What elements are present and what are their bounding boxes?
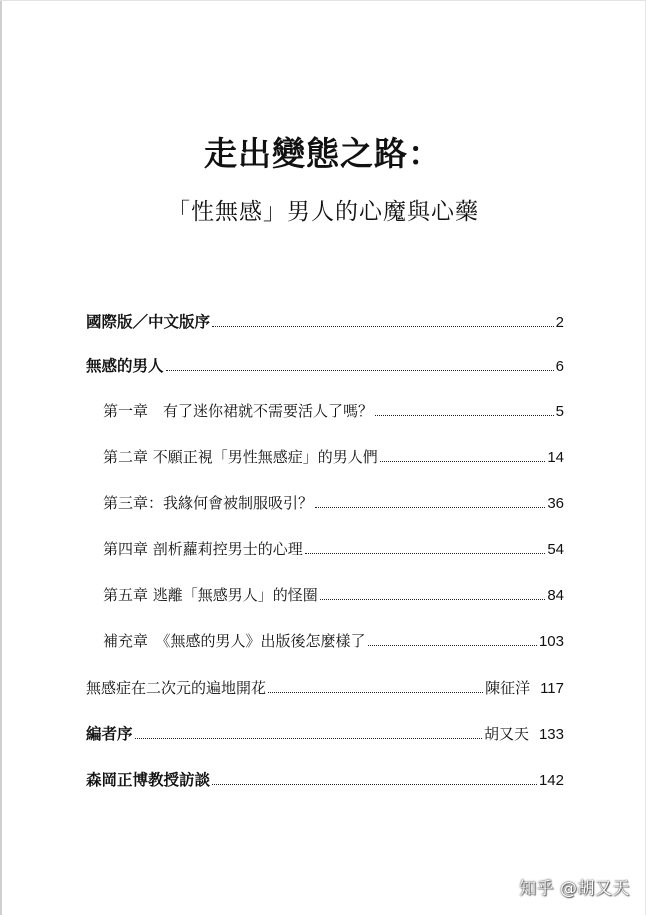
toc-entry-interview[interactable] bbox=[86, 768, 564, 790]
toc-entry-page: 54 bbox=[547, 541, 564, 558]
toc-entry-label: 森岡正博教授訪談 bbox=[86, 770, 211, 789]
toc-entry-chapter-3[interactable] bbox=[103, 492, 564, 513]
document-title: 走出變態之路： bbox=[204, 134, 442, 173]
toc-entry-page: 36 bbox=[547, 495, 564, 512]
toc-leader-dots bbox=[315, 506, 545, 508]
toc-entry-label: 第二章 不願正視「男性無感症」的男人們 bbox=[103, 448, 378, 466]
toc-entry-author: 胡又天 bbox=[483, 725, 529, 743]
toc-leader-dots bbox=[212, 783, 537, 785]
toc-entry-page: 14 bbox=[547, 449, 564, 466]
toc-entry-label: 第一章 有了迷你裙就不需要活人了嗎？ bbox=[103, 402, 374, 420]
toc-entry-page: 5 bbox=[555, 403, 564, 420]
toc-leader-dots bbox=[375, 414, 554, 416]
toc-entry-label: 無感的男人 bbox=[86, 356, 164, 375]
toc-entry-label: 無感症在二次元的遍地開花 bbox=[86, 679, 267, 697]
toc-entry-label: 國際版／中文版序 bbox=[86, 312, 211, 331]
toc-entry-chapter-2[interactable] bbox=[103, 446, 564, 467]
toc-entry-page: 142 bbox=[538, 772, 564, 789]
toc-entry-page: 133 bbox=[538, 726, 564, 743]
toc-entry-label: 第四章 剖析蘿莉控男士的心理 bbox=[103, 540, 303, 558]
toc-entry-label: 第五章 逃離「無感男人」的怪圈 bbox=[103, 586, 318, 604]
toc-entry-label: 第三章：我緣何會被制服吸引？ bbox=[103, 494, 314, 512]
toc-entry-numb-men[interactable] bbox=[86, 354, 564, 376]
toc-entry-page: 84 bbox=[547, 587, 564, 604]
toc-entry-chapter-4[interactable] bbox=[103, 538, 564, 559]
toc-entry-label: 補充章 《無感的男人》出版後怎麼樣了 bbox=[103, 632, 366, 650]
toc-entry-editor-preface[interactable] bbox=[86, 722, 564, 744]
toc-entry-chapter-5[interactable] bbox=[103, 584, 564, 605]
page-edge-top bbox=[0, 0, 646, 1]
toc-leader-dots bbox=[305, 552, 546, 554]
toc-entry-supplement[interactable] bbox=[103, 630, 564, 651]
toc-leader-dots bbox=[212, 325, 554, 327]
toc-entry-page: 6 bbox=[555, 358, 564, 375]
toc-entry-page: 2 bbox=[555, 314, 564, 331]
toc-entry-preface[interactable] bbox=[86, 310, 564, 332]
toc-entry-page: 117 bbox=[540, 680, 564, 697]
toc-leader-dots bbox=[166, 369, 554, 371]
toc-leader-dots bbox=[368, 644, 537, 646]
toc-entry-label: 編者序 bbox=[86, 724, 133, 743]
toc-leader-dots bbox=[268, 691, 483, 693]
toc-leader-dots bbox=[320, 598, 546, 600]
toc-entry-author: 陳征洋 bbox=[485, 679, 531, 697]
toc-leader-dots bbox=[135, 737, 482, 739]
toc-entry-page: 103 bbox=[538, 633, 564, 650]
toc-leader-dots bbox=[380, 460, 546, 462]
watermark: 知乎 @胡又天 bbox=[519, 879, 630, 899]
toc-entry-chapter-1[interactable] bbox=[103, 400, 564, 421]
toc-entry-2d-essay[interactable] bbox=[86, 677, 564, 698]
document-subtitle: 「性無感」男人的心魔與心藥 bbox=[167, 199, 479, 225]
